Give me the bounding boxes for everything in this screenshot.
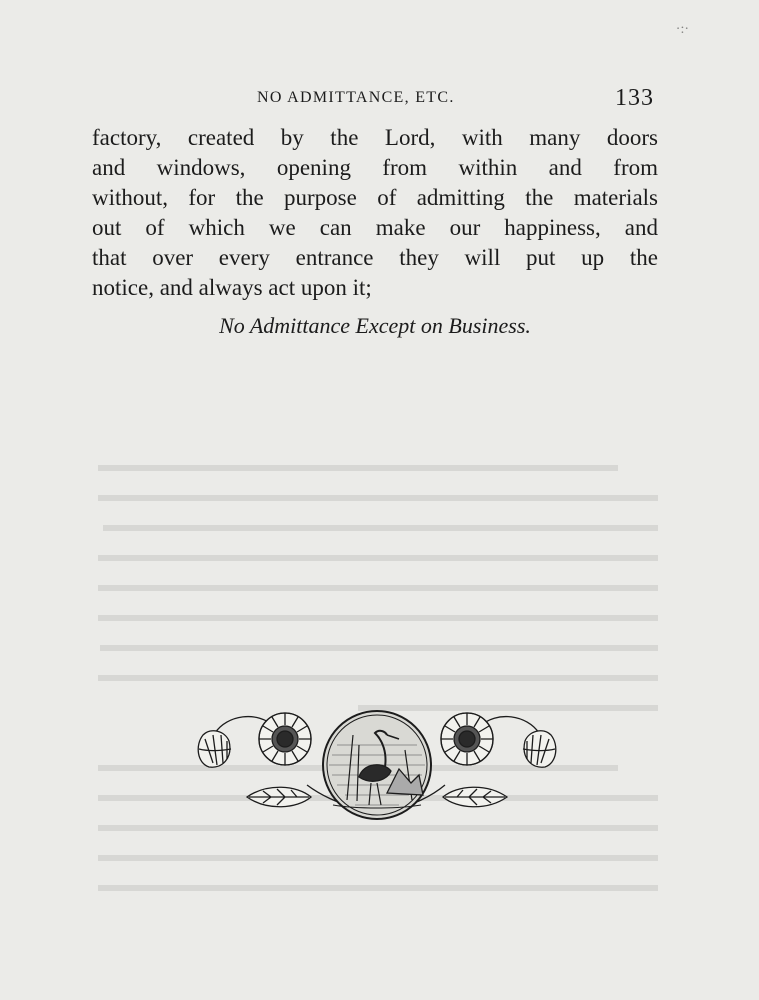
- text-line: that over every entrance they will put up the: [92, 245, 658, 270]
- left-bud: [198, 731, 231, 767]
- running-title: NO ADMITTANCE, ETC.: [257, 89, 455, 106]
- text-line: without, for the purpose of admitting the materials: [92, 185, 658, 210]
- running-head: [92, 86, 658, 116]
- text-line: factory, created by the Lord, with many doors: [92, 125, 658, 150]
- text-line: out of which we can make our happiness, and: [92, 215, 658, 240]
- motto-line: No Admittance Except on Business.: [219, 313, 531, 338]
- text-line: and windows, opening from within and from: [92, 155, 658, 180]
- print-speck: ·:·: [675, 22, 689, 37]
- page-number: 133: [615, 85, 654, 111]
- sunflower-heron-vignette-icon: [187, 705, 567, 830]
- body-paragraph: [92, 123, 658, 303]
- text-line: notice, and always act upon it;: [92, 275, 372, 300]
- show-through-texture: [92, 455, 658, 904]
